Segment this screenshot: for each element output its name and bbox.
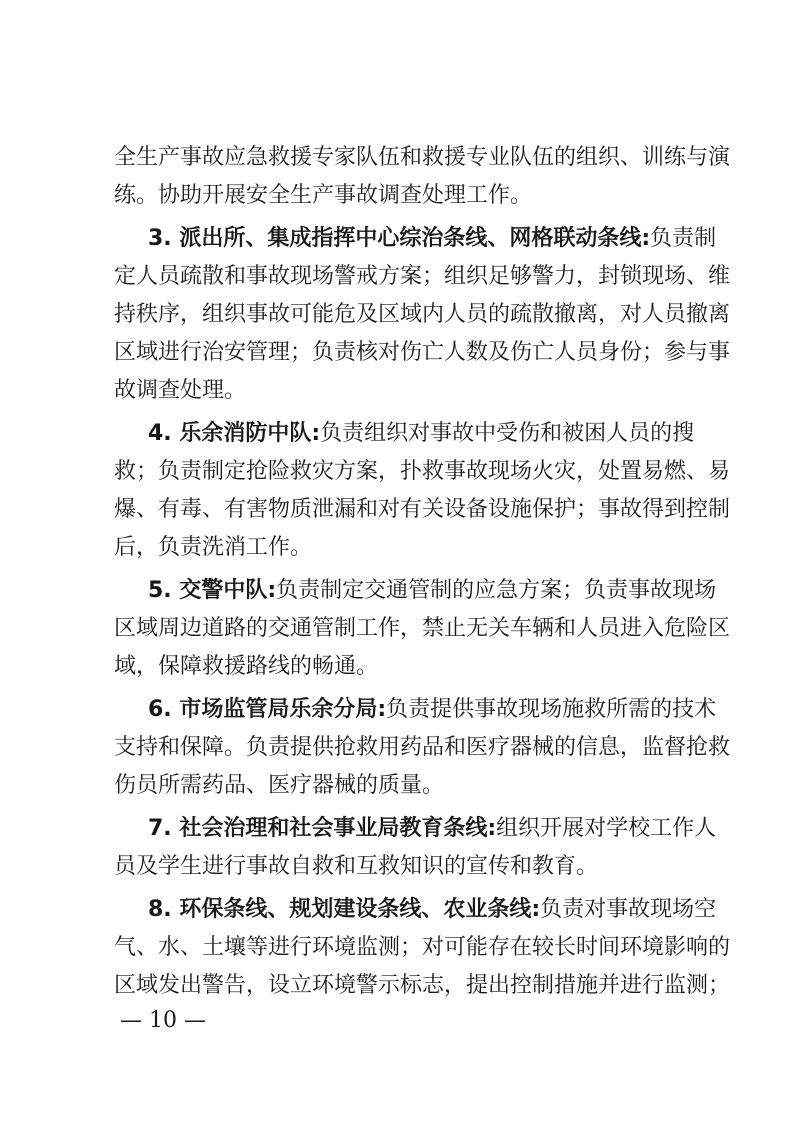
- paragraph-text: 负责组织对事故中受伤和被困人员的搜: [320, 421, 695, 446]
- item-heading: 3. 派出所、集成指挥中心综治条线、网格联动条线:: [148, 226, 651, 251]
- paragraph-line: 爆、有毒、有害物质泄漏和对有关设备设施保护；事故得到控制: [114, 497, 731, 522]
- paragraph-text: 负责提供事故现场施救所需的技术: [386, 697, 717, 722]
- paragraph-line: 区域进行治安管理；负责核对伤亡人数及伤亡人员身份；参与事: [114, 340, 731, 365]
- paragraph-line: 气、水、土壤等进行环境监测；对可能存在较长时间环境影响的: [114, 935, 731, 960]
- paragraph-line: 区域发出警告，设立环境警示标志，提出控制措施并进行监测；: [114, 973, 731, 998]
- item-heading: 7. 社会治理和社会事业局教育条线:: [148, 816, 497, 841]
- item-heading: 5. 交警中队:: [148, 578, 277, 603]
- paragraph-first-line: [148, 891, 717, 929]
- paragraph-line: 定人员疏散和事故现场警戒方案；组织足够警力，封锁现场、维: [114, 264, 731, 289]
- paragraph-first-line: [148, 220, 717, 258]
- item-heading: 4. 乐余消防中队:: [148, 421, 321, 446]
- paragraph-line: 员及学生进行事故自救和互救知识的宣传和教育。: [114, 854, 599, 879]
- paragraph-line: 后，负责洗消工作。: [114, 535, 313, 560]
- paragraph-text: 负责制定交通管制的应急方案；负责事故现场: [276, 578, 717, 603]
- page-number: — 10 —: [120, 1008, 206, 1033]
- paragraph-line: 持秩序，组织事故可能危及区域内人员的疏散撤离，对人员撤离: [114, 302, 731, 327]
- item-heading: 6. 市场监管局乐余分局:: [148, 697, 387, 722]
- paragraph-line: 伤员所需药品、医疗器械的质量。: [114, 773, 445, 798]
- paragraph-line: 区域周边道路的交通管制工作，禁止无关车辆和人员进入危险区: [114, 616, 731, 641]
- paragraph-line: 全生产事故应急救援专家队伍和救援专业队伍的组织、训练与演: [114, 145, 731, 170]
- paragraph-line: 练。协助开展安全生产事故调查处理工作。: [114, 183, 533, 208]
- paragraph-first-line: [148, 810, 717, 848]
- paragraph-first-line: [148, 415, 694, 453]
- paragraph-first-line: [148, 691, 717, 729]
- paragraph-text: 负责制: [650, 226, 717, 251]
- paragraph-line: 支持和保障。负责提供抢救用药品和医疗器械的信息，监督抢救: [114, 735, 731, 760]
- item-heading: 8. 环保条线、规划建设条线、农业条线:: [148, 897, 541, 922]
- paragraph-line: 故调查处理。: [114, 378, 247, 403]
- paragraph-first-line: [148, 572, 717, 610]
- paragraph-text: 负责对事故现场空: [540, 897, 717, 922]
- paragraph-line: 域，保障救援路线的畅通。: [114, 654, 379, 679]
- paragraph-line: 救；负责制定抢险救灾方案，扑救事故现场火灾，处置易燃、易: [114, 459, 731, 484]
- paragraph-text: 组织开展对学校工作人: [496, 816, 717, 841]
